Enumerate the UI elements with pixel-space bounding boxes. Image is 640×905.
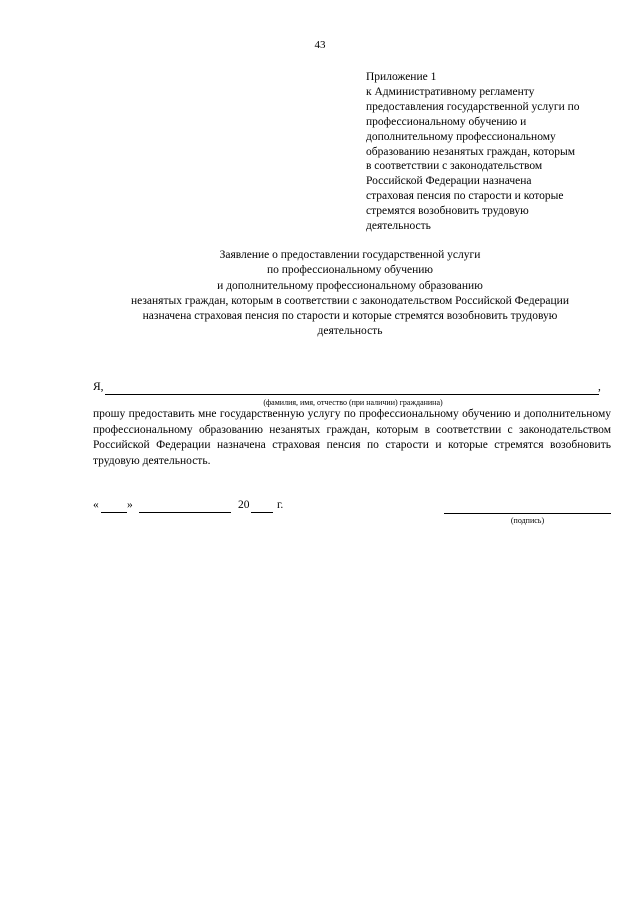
signature-field[interactable] <box>444 513 611 514</box>
appendix-line: к Административному регламенту <box>366 85 535 98</box>
day-field[interactable] <box>101 512 127 513</box>
title-line: по профессиональному обучению <box>266 264 434 277</box>
appendix-line: стремятся возобновить трудовую <box>366 205 529 218</box>
appendix-line: образованию незанятых граждан, которым <box>366 145 576 158</box>
month-field[interactable] <box>139 512 231 513</box>
date-row <box>93 499 353 515</box>
signature-caption: (подпись) <box>510 516 545 525</box>
year-suffix: г. <box>277 499 284 511</box>
title-line: назначена страховая пенсия по старости и которые стремятся возобновить трудовую <box>142 310 558 323</box>
appendix-line: деятельность <box>366 220 431 233</box>
document-title <box>90 248 610 340</box>
applicant-name-caption: (фамилия, имя, отчество (при наличии) гражданина) <box>263 398 443 407</box>
appendix-line: Российской Федерации назначена <box>366 175 532 188</box>
appendix-line: в соответствии с законодательством <box>366 160 543 173</box>
title-line: и дополнительному профессиональному образованию <box>217 279 483 292</box>
applicant-name-row <box>93 381 613 397</box>
request-text: прошу предоставить мне государственную услугу по профессиональному обучению и дополнительному профессиональному образованию незанятых граждан, которым в соответствии с законодательством Российской Федерации назначена страховая пенсия по старости и которые стремятся возобновить трудовую деятельность. <box>93 408 611 467</box>
appendix-line: профессиональному обучению и <box>366 115 527 128</box>
applicant-suffix: , <box>598 381 601 393</box>
appendix-line: предоставления государственной услуги по <box>366 100 580 113</box>
appendix-line: страховая пенсия по старости и которые <box>366 190 564 203</box>
title-line: незанятых граждан, которым в соответствии с законодательством Российской Федерации <box>130 294 569 307</box>
date-close-quote: » <box>127 499 133 511</box>
title-line: Заявление о предоставлении государственной услуги <box>219 249 481 261</box>
year-field[interactable] <box>251 512 273 513</box>
appendix-line: Приложение 1 <box>366 71 437 83</box>
applicant-prefix: Я, <box>93 381 104 393</box>
page-number: 43 <box>314 39 326 51</box>
applicant-name-field[interactable] <box>105 394 599 395</box>
date-open-quote: « <box>93 499 99 511</box>
appendix-header <box>366 70 626 234</box>
year-prefix: 20 <box>238 499 250 511</box>
title-line: деятельность <box>317 325 383 338</box>
appendix-line: дополнительному профессиональному <box>366 130 556 143</box>
